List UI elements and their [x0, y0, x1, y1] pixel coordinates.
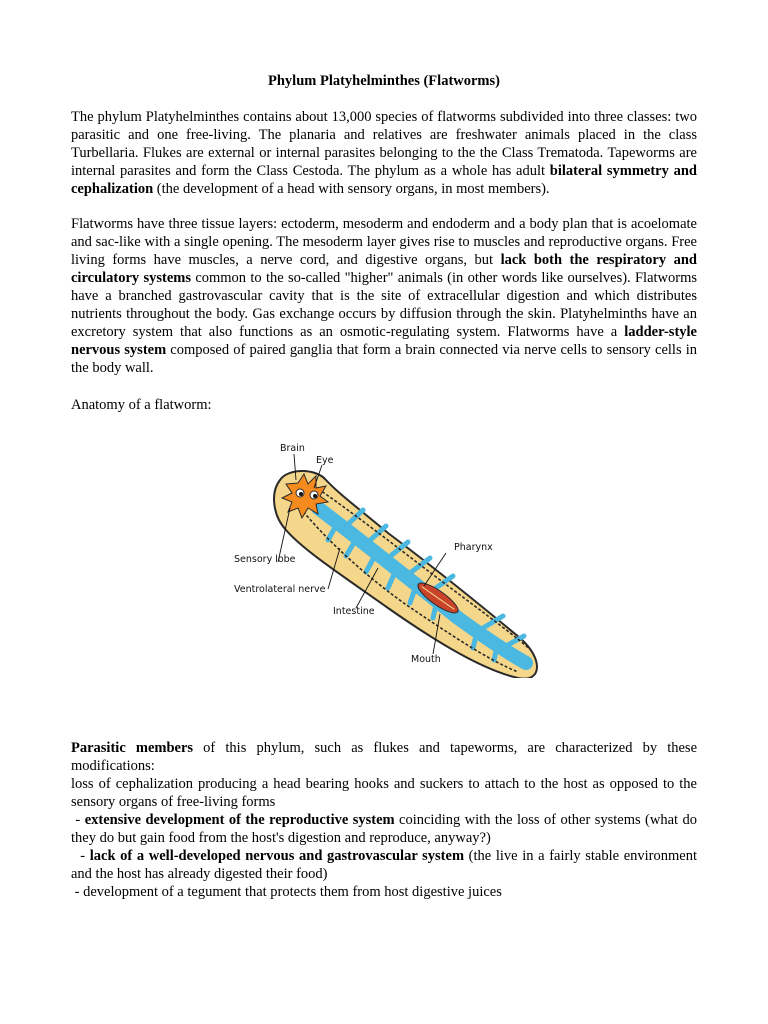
intro-bold-1: bilateral symmetry and cephalization	[71, 163, 697, 197]
label-intestine: Intestine	[333, 606, 375, 617]
label-ventrolateral-nerve: Ventrolateral nerve	[234, 584, 326, 595]
item-2-bold: extensive development of the reproductive system	[84, 812, 395, 828]
parasitic-item-2	[71, 811, 697, 847]
item-3-text: (the live in a fairly stable environment and the host has already digested their food)	[71, 848, 697, 882]
intro-paragraph	[71, 108, 697, 198]
parasitic-item-3	[71, 847, 697, 883]
tissue-bold-2: ladder-style nervous system	[71, 324, 697, 358]
intro-text-1: The phylum Platyhelminthes contains about 13,000 species of flatworms subdivided into three classes: two parasitic and one free-living. The planaria and relatives are freshwater animals placed in the class Turbellaria. Flukes are external or internal parasites belonging to the the Class Trematoda. Tapeworms are internal parasites and form the Class Cestoda. The phylum as a whole has adult	[71, 109, 697, 179]
parasitic-section	[71, 739, 697, 901]
document-title: Phylum Platyhelminthes (Flatworms)	[268, 73, 500, 89]
tissue-text-2: common to the so-called "higher" animals (in other words like ourselves). Flatworms have a branched gastrovascular cavity that is the site of extracellular digestion and which distributes nutrients throughout the body. Gas exchange occurs by diffusion through the skin. Platyhelminths have an excretory system that also functions as an osmotic-regulating system. Flatworms have a	[71, 270, 698, 340]
anatomy-label: Anatomy of a flatworm:	[71, 397, 212, 413]
label-eye: Eye	[316, 455, 334, 466]
intro-text-2: (the development of a head with sensory organs, in most members).	[153, 181, 550, 197]
label-pharynx: Pharynx	[454, 542, 493, 553]
parasitic-item-1: loss of cephalization producing a head bearing hooks and suckers to attach to the host as opposed to the sensory organs of free-living forms	[71, 776, 697, 810]
parasitic-intro	[71, 739, 697, 775]
parasitic-item-4: - development of a tegument that protects them from host digestive juices	[71, 884, 502, 900]
tissue-text-1: Flatworms have three tissue layers: ectoderm, mesoderm and endoderm and a body plan that is acoelomate and sac-like with a single opening. The mesoderm layer gives rise to muscles and reproductive organs. Free living forms have muscles, a nerve cord, and digestive organs, but	[71, 216, 697, 268]
parasitic-bold: Parasitic members	[71, 740, 194, 756]
tissue-paragraph	[71, 215, 697, 377]
item-3-bold: lack of a well-developed nervous and gastrovascular system	[89, 848, 465, 864]
item-2-dash: -	[71, 812, 85, 828]
tissue-text-3: composed of paired ganglia that form a brain connected via nerve cells to sensory cells in the body wall.	[71, 342, 698, 376]
tissue-bold-1: lack both the respiratory and circulatory systems	[71, 252, 697, 286]
item-3-dash: -	[71, 848, 90, 864]
label-mouth: Mouth	[411, 654, 441, 665]
label-sensory-lobe: Sensory lobe	[234, 554, 296, 565]
parasitic-intro-text: of this phylum, such as flukes and tapeworms, are characterized by these modifications:	[71, 740, 697, 774]
flatworm-anatomy-figure	[228, 438, 558, 678]
item-2-text: coinciding with the loss of other systems (what do they do but gain food from the host's digestion and reproduce, anyway?)	[71, 812, 697, 846]
label-brain: Brain	[280, 443, 305, 454]
